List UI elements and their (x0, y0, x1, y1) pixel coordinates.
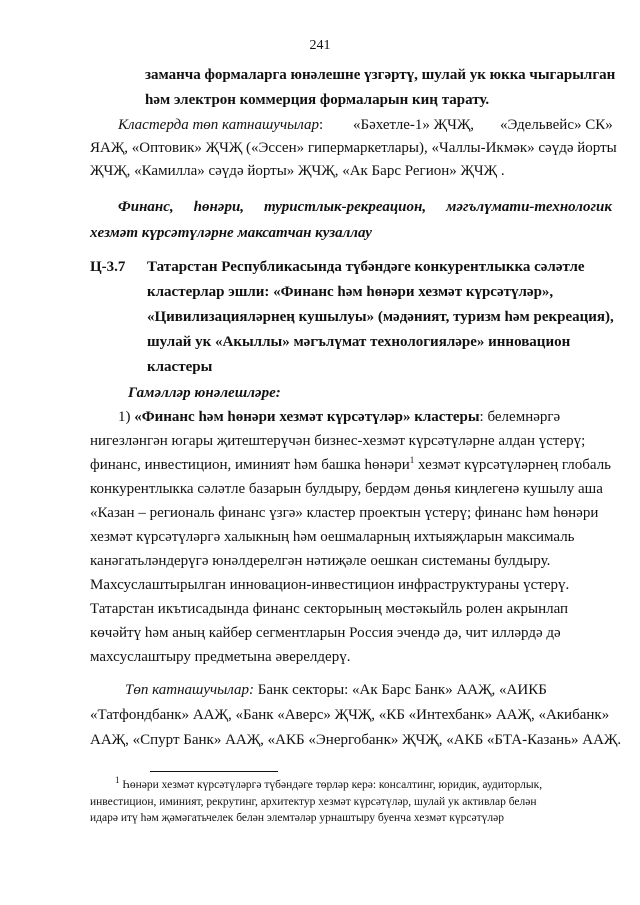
cluster1-line-5: «Казан – региональ финанс үзгә» кластер проектын үстерү; финанс һәм һөнәри (90, 505, 599, 521)
footnote-line-1 (115, 775, 543, 792)
target-line-2: кластерлар эшли: «Финанс һәм һөнәри хезмәт күрсәтүләр», (147, 284, 554, 300)
participants-item-edelweis: «Эдельвейс» СК» (500, 117, 613, 133)
participants-line-1 (118, 116, 323, 134)
footnote-text-1: Һөнәри хезмәт күрсәтүләргә түбәндәге төрләр керә: консалтинг, юридик, аудиторлык, (119, 779, 543, 791)
section-title-word-2: һөнәри, (193, 199, 245, 215)
section-title-line-1 (118, 198, 612, 216)
target-line-5: кластеры (147, 359, 213, 375)
participants2-rest: Банк секторы: «Ак Барс Банк» ААҖ, «АИКБ (254, 682, 547, 698)
footnote-line-2: инвестицион, иминият, рекрутинг, архитектур хезмәт күрсәтүләр, шулай ук активлар белән (90, 796, 537, 808)
cluster1-line-3a: финанс, инвестицион, иминият һәм башка һөнәри (90, 457, 410, 473)
participants-line-2: ЯАҖ, «Оптовик» ҖЧҖ («Эссен» гипермаркетлары), «Чаллы-Икмәк» сәүдә йорты (90, 140, 617, 156)
cluster1-line-2: нигезләнгән югары җитештерүчән бизнес-хезмәт күрсәтүләрне алдан үстерү; (90, 433, 586, 449)
participants2-line-2: «Татфондбанк» ААҖ, «Банк «Аверс» ҖЧҖ, «КБ «Интехбанк» ААҖ, «Акибанк» (90, 707, 610, 723)
cluster1-line-1 (118, 408, 560, 426)
participants-item-bahetle: «Бәхетле-1» ҖЧҖ, (353, 117, 475, 133)
cluster1-line-10: көчәйтү һәм аның кайбер сегментларын Россия эчендә дә, чит илләрдә дә (90, 625, 561, 641)
cluster1-line-6: хезмәт күрсәтүләргә халыкның һәм оешмаларның ихтыяҗларын максималь (90, 529, 575, 545)
section-title-line-2: хезмәт күрсәтүләрне максатчан кузаллау (90, 225, 372, 241)
intro-line-1: заманча формаларга юнәлешне үзгәртү, шулай ук юкка чыгарылган (145, 67, 616, 83)
participants-label: Кластерда төп катнашучылар (118, 117, 319, 133)
cluster1-line-3b: хезмәт күрсәтүләрнең глобаль (414, 457, 612, 473)
footnote-divider (150, 771, 278, 772)
intro-line-2: һәм электрон коммерция формаларын киң тарату. (145, 92, 490, 108)
target-code: Ц-3.7 (90, 259, 126, 275)
participants2-line-3: ААҖ, «Спурт Банк» ААҖ, «АКБ «Энергобанк» ҖЧҖ, «АКБ «БТА-Казань» ААҖ. (90, 732, 622, 748)
cluster1-rest: : белемнәргә (479, 409, 561, 425)
footnote-mark: 1 (115, 775, 120, 786)
cluster1-line-8: Махсуслаштырылган инновацион-инвестицион инфраструктураны үстерү. (90, 577, 570, 593)
section-title-word-3: туристлык-рекреацион, (264, 199, 427, 215)
footnote-line-3: идарә итү һәм җәмәгатьчелек белән элемтәләр урнаштыру буенча хезмәт күрсәтүләр (90, 812, 504, 824)
participants2-label: Төп катнашучылар: (125, 682, 255, 698)
cluster1-name: «Финанс һәм һөнәри хезмәт күрсәтүләр» кластеры (134, 409, 480, 425)
cluster1-line-4: конкурентлыкка сәләтле базарын булдыру, бердәм дөнья киңлегенә кушылу аша (90, 481, 603, 497)
page-number: 241 (309, 38, 331, 53)
footnote-reference: 1 (409, 455, 415, 465)
actions-heading: Гамәлләр юнәлешләре: (128, 385, 281, 401)
section-title-word-4: мәгълүмати-технологик (446, 199, 612, 215)
cluster1-number: 1) (118, 409, 131, 425)
cluster1-line-7: канәгатьләндерүгә юнәлдерелгән нәтиҗәле оешкан системаны булдыру. (90, 553, 551, 569)
participants2-line-1 (125, 681, 547, 699)
cluster1-line-9: Татарстан икътисадында финанс секторының мөстәкыйль ролен акрынлап (90, 601, 569, 617)
target-line-3: «Цивилизацияләрнең кушылуы» (мәдәният, туризм һәм рекреация), (147, 309, 614, 325)
cluster1-line-11: махсуслаштыру предметына әверелдерү. (90, 649, 351, 665)
section-title-word-1: Финанс, (118, 199, 174, 215)
target-line-1: Татарстан Республикасында түбәндәге конкурентлыкка сәләтле (147, 259, 585, 275)
target-line-4: шулай ук «Акыллы» мәгълүмат технологияләре» инновацион (147, 334, 571, 350)
participants-colon: : (319, 117, 324, 133)
participants-line-3: ҖЧҖ, «Камилла» сәүдә йорты» ҖЧҖ, «Ак Барс Регион» ҖЧҖ . (90, 163, 505, 179)
cluster1-line-3 (90, 456, 611, 474)
